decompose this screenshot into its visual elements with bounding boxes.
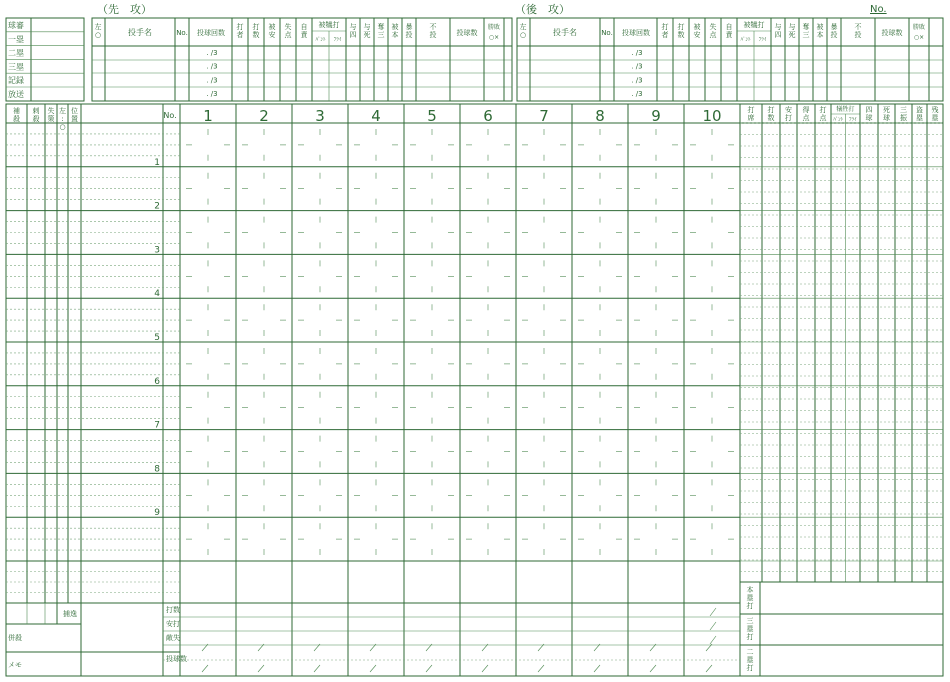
umpire-label-2: 二塁 xyxy=(8,48,24,58)
col-sacrifice: 被犠打 xyxy=(743,21,765,29)
innings-value-top-0: . /3 xyxy=(206,49,218,57)
col-runs: 得点 xyxy=(802,106,810,122)
col-earned-runs: 自責 xyxy=(300,23,308,39)
innings-value-bottom-2: . /3 xyxy=(631,76,643,85)
label-homeruns: 本塁打 xyxy=(746,586,754,610)
batting-grid xyxy=(6,104,943,676)
total-errors-label: 敵失 xyxy=(166,634,180,642)
inning-label-5: 5 xyxy=(427,107,437,125)
batting-order-6: 6 xyxy=(154,376,160,387)
col-at-bats: 打数 xyxy=(767,106,775,122)
col-at-bats: 打数 xyxy=(677,23,685,39)
col-sacrifice: 被犠打 xyxy=(318,21,340,29)
pitcher-no-label: No. xyxy=(601,29,613,37)
label-doubles: 二塁打 xyxy=(746,648,754,672)
col-walks: 四球 xyxy=(865,106,873,122)
batting-order-7: 7 xyxy=(154,420,160,431)
inning-label-6: 6 xyxy=(483,107,493,125)
umpire-label-1: 一塁 xyxy=(8,34,24,44)
col-batters: 打者 xyxy=(236,23,244,39)
col-runs: 失点 xyxy=(284,23,292,39)
innings-value-top-3: . /3 xyxy=(206,90,218,99)
pitcher-name-label: 投手名 xyxy=(553,28,577,37)
col-wild-pitches: 暴投 xyxy=(405,23,413,39)
col-walks: 与四 xyxy=(774,23,782,39)
inning-label-8: 8 xyxy=(595,107,605,125)
umpire-label-3: 三塁 xyxy=(8,62,24,72)
pitcher-innings-label: 投球回数 xyxy=(622,29,650,37)
col-position: 位置 xyxy=(71,107,78,123)
col-pitch-count: 投球数 xyxy=(881,29,903,37)
col-win-loss-sub: ○× xyxy=(913,34,925,41)
sheet-number-label: No. xyxy=(870,4,887,15)
col-strikeouts: 奪三 xyxy=(377,23,385,39)
col-putouts: 刺殺 xyxy=(32,107,40,123)
col-wild-pitches: 暴投 xyxy=(830,23,838,39)
inning-label-2: 2 xyxy=(259,107,269,125)
col-balks: 不投 xyxy=(429,23,437,39)
col-lr: 左: ○ xyxy=(59,107,66,131)
col-strikeouts: 奪三 xyxy=(802,23,810,39)
batting-order-8: 8 xyxy=(154,464,160,475)
batting-no-label: No. xyxy=(163,111,177,120)
umpire-label-4: 記録 xyxy=(8,76,24,86)
col-homeruns: 被本 xyxy=(816,23,824,39)
label-triples: 三塁打 xyxy=(746,617,754,641)
passed-ball-label: 捕逸 xyxy=(63,610,77,618)
col-homeruns: 被本 xyxy=(391,23,399,39)
col-errors: 失策 xyxy=(47,107,55,123)
innings-value-bottom-1: . /3 xyxy=(631,62,643,71)
umpire-label-0: 球審 xyxy=(8,21,24,30)
total-hits-label: 安打 xyxy=(166,620,180,628)
total-pitches-label: 投球数 xyxy=(166,655,187,663)
col-hbp: 死球 xyxy=(883,106,890,122)
memo-label: メモ xyxy=(8,661,22,669)
batting-order-1: 1 xyxy=(154,157,160,168)
col-sac-fly: ﾌﾗｲ xyxy=(758,37,767,43)
batting-order-4: 4 xyxy=(154,289,160,300)
col-win-loss-sub: ○× xyxy=(488,34,500,41)
col-walks: 与四 xyxy=(349,23,357,39)
umpire-label-5: 放送 xyxy=(8,90,24,99)
batting-order-2: 2 xyxy=(154,201,160,212)
double-play-label: 併殺 xyxy=(8,634,22,642)
innings-value-bottom-3: . /3 xyxy=(631,90,643,99)
col-rbi: 打点 xyxy=(819,106,827,122)
col-hbp: 与死 xyxy=(788,23,796,39)
col-balks: 不投 xyxy=(854,23,862,39)
inning-label-7: 7 xyxy=(539,107,549,125)
inning-label-1: 1 xyxy=(203,107,213,125)
innings-value-top-2: . /3 xyxy=(206,76,218,85)
col-batters: 打者 xyxy=(661,23,669,39)
col-sac-fly-b: ﾌﾗｲ xyxy=(848,117,857,123)
innings-value-top-1: . /3 xyxy=(206,62,218,71)
col-hits-allowed: 被安 xyxy=(693,23,701,39)
inning-label-3: 3 xyxy=(315,107,325,125)
inning-label-10: 10 xyxy=(702,107,722,125)
total-at-bats-label: 打数 xyxy=(166,606,180,614)
col-sacrifice-hits: 犠牲打 xyxy=(836,106,855,113)
col-earned-runs: 自責 xyxy=(725,23,733,39)
pitcher-no-label: No. xyxy=(176,29,188,37)
top-team-label: （先 攻） xyxy=(97,3,152,16)
col-win-loss: 勝敗 xyxy=(487,24,501,31)
col-plate-app: 打席 xyxy=(747,106,755,122)
col-left-on-base: 残塁 xyxy=(931,106,939,122)
batting-order-3: 3 xyxy=(154,245,160,256)
pitcher-innings-label: 投球回数 xyxy=(197,29,225,37)
col-sac-fly: ﾌﾗｲ xyxy=(333,37,342,43)
innings-value-bottom-0: . /3 xyxy=(631,49,643,57)
col-at-bats: 打数 xyxy=(252,23,260,39)
col-win-loss: 勝敗 xyxy=(912,24,926,31)
pitcher-lr-label: 左○ xyxy=(94,23,102,39)
batting-order-5: 5 xyxy=(154,333,160,343)
col-hits: 安打 xyxy=(785,106,792,122)
bottom-team-label: （後 攻） xyxy=(515,3,570,16)
col-sac-bunt-b: ﾊﾞﾝﾄ xyxy=(833,117,844,123)
col-pitch-count: 投球数 xyxy=(456,29,478,37)
col-hbp: 与死 xyxy=(363,23,371,39)
pitcher-lr-label: 左○ xyxy=(519,23,527,39)
col-runs: 失点 xyxy=(709,23,717,39)
col-sac-bunt: ﾊﾞﾝﾄ xyxy=(740,37,751,43)
inning-label-9: 9 xyxy=(651,107,661,125)
col-assists: 補殺 xyxy=(13,107,20,123)
col-strikeouts: 三振 xyxy=(900,106,907,122)
inning-label-4: 4 xyxy=(371,107,381,125)
col-sac-bunt: ﾊﾞﾝﾄ xyxy=(315,37,326,43)
col-steals: 盗塁 xyxy=(916,106,923,122)
col-hits-allowed: 被安 xyxy=(268,23,276,39)
batting-order-9: 9 xyxy=(154,508,160,519)
pitcher-name-label: 投手名 xyxy=(128,28,152,37)
